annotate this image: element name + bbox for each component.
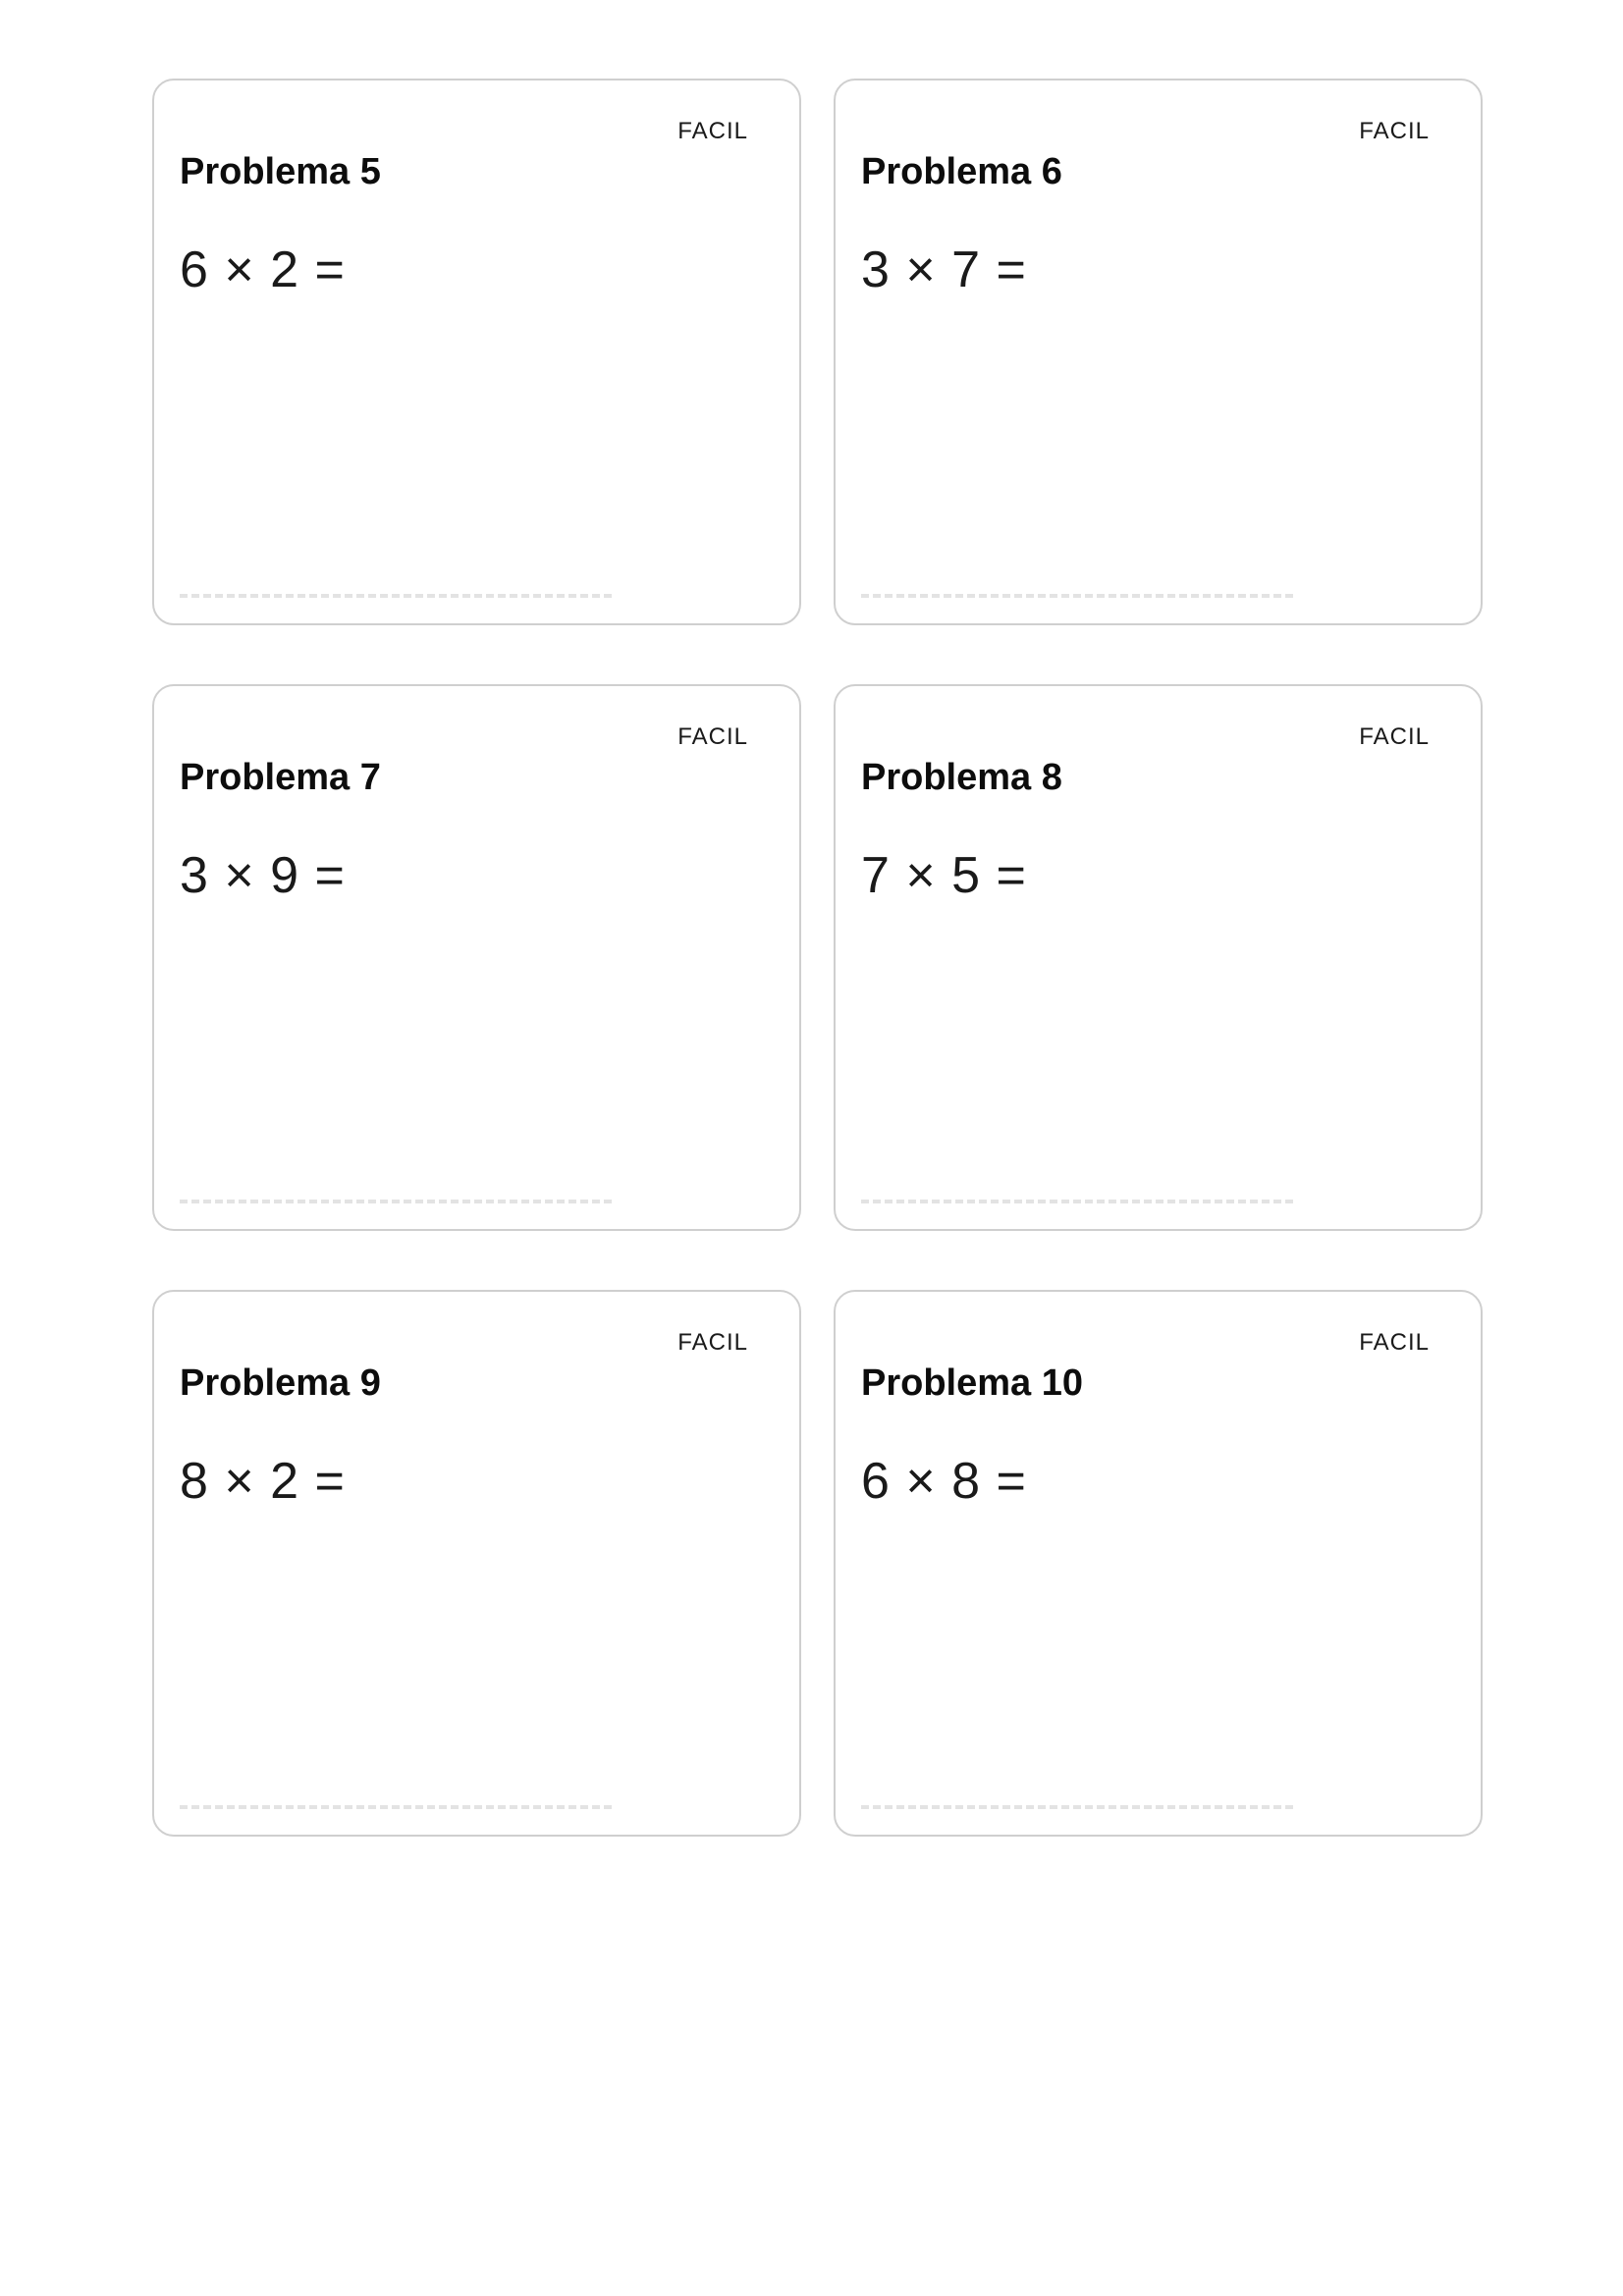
problem-title: Problema 9 <box>180 1362 381 1404</box>
problem-expression: 3 × 7 = <box>861 241 1027 298</box>
difficulty-badge: FACIL <box>1359 118 1430 144</box>
problem-title: Problema 7 <box>180 757 381 798</box>
problem-expression: 8 × 2 = <box>180 1453 346 1510</box>
difficulty-badge: FACIL <box>677 118 748 144</box>
answer-line <box>180 594 612 598</box>
problem-card <box>152 1290 801 1837</box>
problem-card <box>834 79 1483 625</box>
problem-expression: 7 × 5 = <box>861 847 1027 904</box>
difficulty-badge: FACIL <box>1359 1329 1430 1356</box>
problem-card <box>152 79 801 625</box>
problem-card <box>152 684 801 1231</box>
difficulty-badge: FACIL <box>677 1329 748 1356</box>
answer-line <box>861 594 1293 598</box>
problem-expression: 6 × 8 = <box>861 1453 1027 1510</box>
answer-line <box>861 1805 1293 1809</box>
problem-card <box>834 1290 1483 1837</box>
answer-line <box>861 1200 1293 1203</box>
problem-title: Problema 8 <box>861 757 1062 798</box>
problem-expression: 6 × 2 = <box>180 241 346 298</box>
difficulty-badge: FACIL <box>1359 723 1430 750</box>
answer-line <box>180 1200 612 1203</box>
problem-grid <box>152 79 1483 1837</box>
problem-card <box>834 684 1483 1231</box>
problem-title: Problema 5 <box>180 151 381 192</box>
problem-title: Problema 6 <box>861 151 1062 192</box>
answer-line <box>180 1805 612 1809</box>
problem-title: Problema 10 <box>861 1362 1083 1404</box>
problem-expression: 3 × 9 = <box>180 847 346 904</box>
difficulty-badge: FACIL <box>677 723 748 750</box>
